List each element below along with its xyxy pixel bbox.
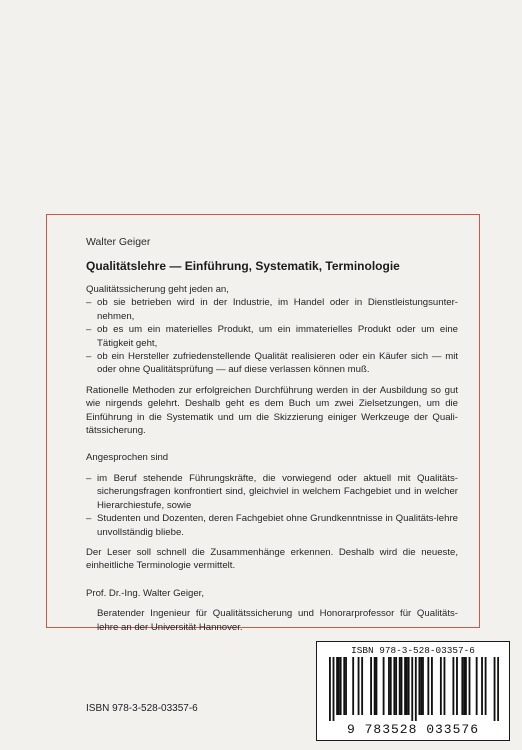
dash-bullet: –: [86, 324, 92, 336]
author-name: Walter Geiger: [86, 236, 151, 248]
audience-text: Studenten und Dozenten, deren Fachgebiet ohne Grundkenntnisse in Qualitäts-lehre unvollständig bliebe.: [97, 513, 458, 538]
barcode-bar: [440, 657, 442, 715]
barcode-bar: [393, 657, 395, 715]
bio-text: Beratender Ingenieur für Qualitätssicherung und Honorarprofessor für Qualitäts-lehre an der Universität Hannover.: [97, 608, 458, 633]
bio-name: Prof. Dr.-Ing. Walter Geiger,: [86, 587, 205, 599]
barcode-bar: [463, 657, 465, 715]
barcode-bar: [338, 657, 340, 715]
barcode-bar: [343, 657, 345, 715]
barcode-bar: [376, 657, 378, 715]
intro-line: Qualitätssicherung geht jeden an,: [86, 284, 229, 295]
barcode-bar: [420, 657, 422, 715]
barcode-bar: [388, 657, 390, 715]
barcode-bar: [404, 657, 406, 715]
barcode-bar: [481, 657, 483, 715]
reason-text: ob ein Hersteller zufriedenstellende Qualität realisieren oder ein Käufer sich — mit oder ohne Qualitätsprüfung — auf diese verlassen können muß.: [97, 351, 458, 376]
barcode-bar: [418, 657, 420, 715]
methods-paragraph: Rationelle Methoden zur erfolgreichen Durchführung werden in der Ausbildung so gut wie nirgends gelehrt. Deshalb geht es dem Buch um zwei Zielsetzungen, um die Einführung in die Systematik und um die Skizzierung einiger Werkzeuge der Quali-tätssicherung.: [86, 384, 458, 437]
barcode-bar: [370, 657, 372, 715]
dash-bullet: –: [86, 297, 92, 309]
audience-text: im Beruf stehende Führungskräfte, die vorwiegend oder aktuell mit Qualitäts-sicherungsfragen konfrontiert sind, gleichviel in welchem Fachgebiet und in welcher Hierarchiestufe, sowie: [97, 472, 458, 511]
blurb-text: [86, 283, 458, 634]
barcode-bar: [352, 657, 354, 715]
barcode-bar: [329, 657, 331, 721]
book-title: Qualitätslehre — Einführung, Systematik, Terminologie: [86, 259, 400, 273]
barcode-bar: [399, 657, 401, 715]
barcode-bar: [415, 657, 417, 721]
barcode-bar: [444, 657, 446, 715]
barcode-bar: [411, 657, 413, 721]
barcode-bar: [401, 657, 403, 715]
audience-item: [86, 472, 458, 512]
reader-paragraph: Der Leser soll schnell die Zusammenhänge erkennen. Deshalb wird die neueste, einheitliche Terminologie vermittelt.: [86, 546, 458, 572]
barcode-bar: [422, 657, 424, 715]
barcode-bar: [395, 657, 397, 715]
barcode-bar: [465, 657, 467, 715]
reason-item: [86, 323, 458, 350]
barcode-bar: [485, 657, 487, 715]
barcode-bar: [406, 657, 408, 715]
barcode-bar: [374, 657, 376, 715]
reason-text: ob sie betrieben wird in der Industrie, im Handel oder in Dienstleistungsunter-nehmen,: [97, 297, 458, 322]
barcode-bar: [452, 657, 454, 715]
barcode-bar: [408, 657, 410, 715]
reason-text: ob es um ein materielles Produkt, um ein immaterielles Produkt oder um eine Tätigkeit geht,: [97, 324, 458, 349]
barcode-bar: [469, 657, 471, 715]
barcode-bar: [358, 657, 360, 715]
reason-item: [86, 296, 458, 323]
barcode-bar: [333, 657, 335, 721]
barcode-bar: [427, 657, 429, 715]
isbn-number: ISBN 978-3-528-03357-6: [86, 703, 198, 714]
dash-bullet: –: [86, 351, 92, 363]
barcode-digits: 9 783528 033576: [346, 722, 480, 737]
reason-item: [86, 350, 458, 377]
barcode-bar: [336, 657, 338, 715]
barcode-bar: [431, 657, 433, 715]
barcode-isbn-text: ISBN 978-3-528-03357-6: [351, 645, 475, 656]
barcode-bar: [461, 657, 463, 715]
barcode-bar: [476, 657, 478, 715]
barcode-icon: [329, 657, 499, 721]
barcode-bar: [494, 657, 496, 721]
barcode-label: [316, 641, 510, 741]
audience-item: [86, 512, 458, 539]
audience-heading: Angesprochen sind: [86, 452, 169, 464]
barcode-bar: [390, 657, 392, 715]
barcode-bar: [456, 657, 458, 715]
dash-bullet: –: [86, 472, 92, 484]
dash-bullet: –: [86, 513, 92, 525]
barcode-bar: [383, 657, 385, 715]
barcode-bar: [497, 657, 499, 721]
barcode-bar: [340, 657, 342, 715]
barcode-bar: [361, 657, 363, 715]
barcode-bar: [345, 657, 347, 715]
